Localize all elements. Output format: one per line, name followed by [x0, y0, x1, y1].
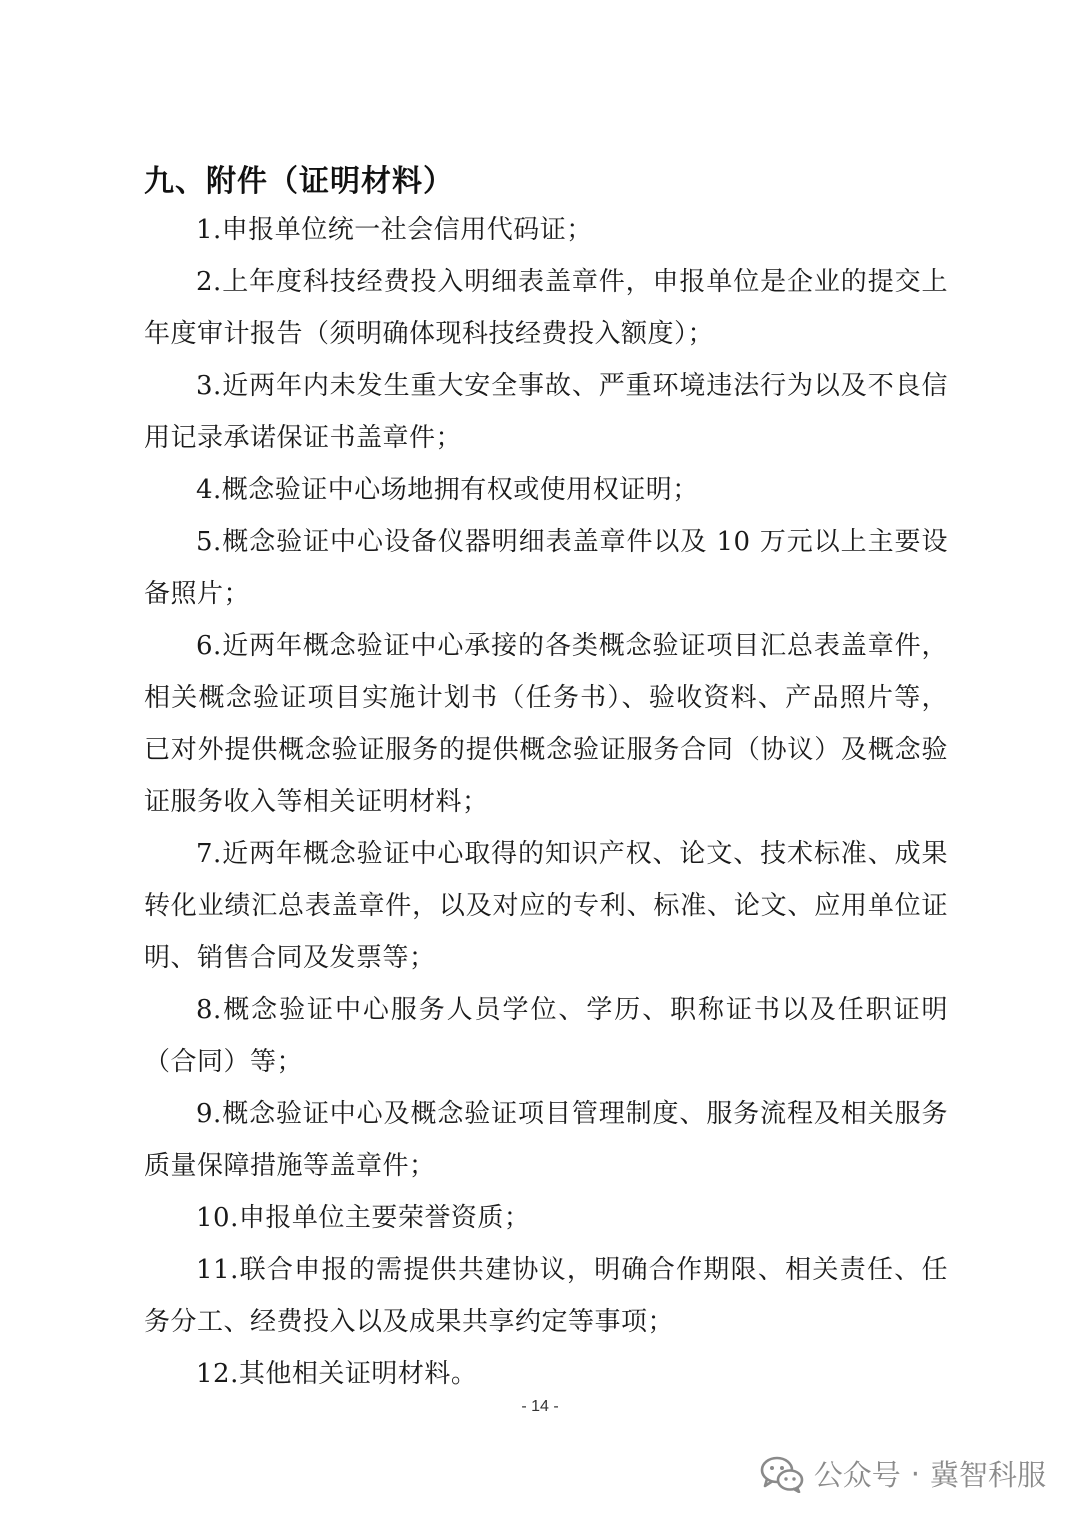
list-item: 8.概念验证中心服务人员学位、学历、职称证书以及任职证明（合同）等； [144, 995, 948, 1077]
list-item: 7.近两年概念验证中心取得的知识产权、论文、技术标准、成果转化业绩汇总表盖章件，以及对应的专利、标准、论文、应用单位证明、销售合同及发票等； [144, 839, 948, 973]
wechat-icon [760, 1455, 804, 1493]
watermark-separator: · [910, 1456, 920, 1491]
list-item: 10.申报单位主要荣誉资质； [196, 1203, 531, 1233]
list-item: 5.概念验证中心设备仪器明细表盖章件以及 10 万元以上主要设备照片； [144, 527, 948, 609]
watermark-prefix: 公众号 [813, 1458, 901, 1492]
list-item: 12.其他相关证明材料。 [196, 1359, 478, 1389]
watermark-account: 冀智科服 [929, 1458, 1046, 1492]
list-item: 6.近两年概念验证中心承接的各类概念验证项目汇总表盖章件，相关概念验证项目实施计划书（任务书）、验收资料、产品照片等，已对外提供概念验证服务的提供概念验证服务合同（协议）及概念验证服务收入等相关证明材料； [144, 631, 948, 817]
attachment-list [144, 204, 948, 1400]
section-heading: 九、附件（证明材料） [144, 164, 454, 199]
wechat-watermark [760, 1453, 1046, 1494]
list-item: 11.联合申报的需提供共建协议，明确合作期限、相关责任、任务分工、经费投入以及成果共享约定等事项； [144, 1255, 948, 1337]
list-item: 4.概念验证中心场地拥有权或使用权证明； [196, 475, 699, 505]
list-item: 9.概念验证中心及概念验证项目管理制度、服务流程及相关服务质量保障措施等盖章件； [144, 1099, 948, 1181]
list-item: 3.近两年内未发生重大安全事故、严重环境违法行为以及不良信用记录承诺保证书盖章件； [144, 371, 948, 453]
list-item: 1.申报单位统一社会信用代码证； [196, 215, 593, 245]
page-number: - 14 - [521, 1398, 559, 1415]
list-item: 2.上年度科技经费投入明细表盖章件，申报单位是企业的提交上年度审计报告（须明确体现科技经费投入额度）； [144, 267, 948, 349]
